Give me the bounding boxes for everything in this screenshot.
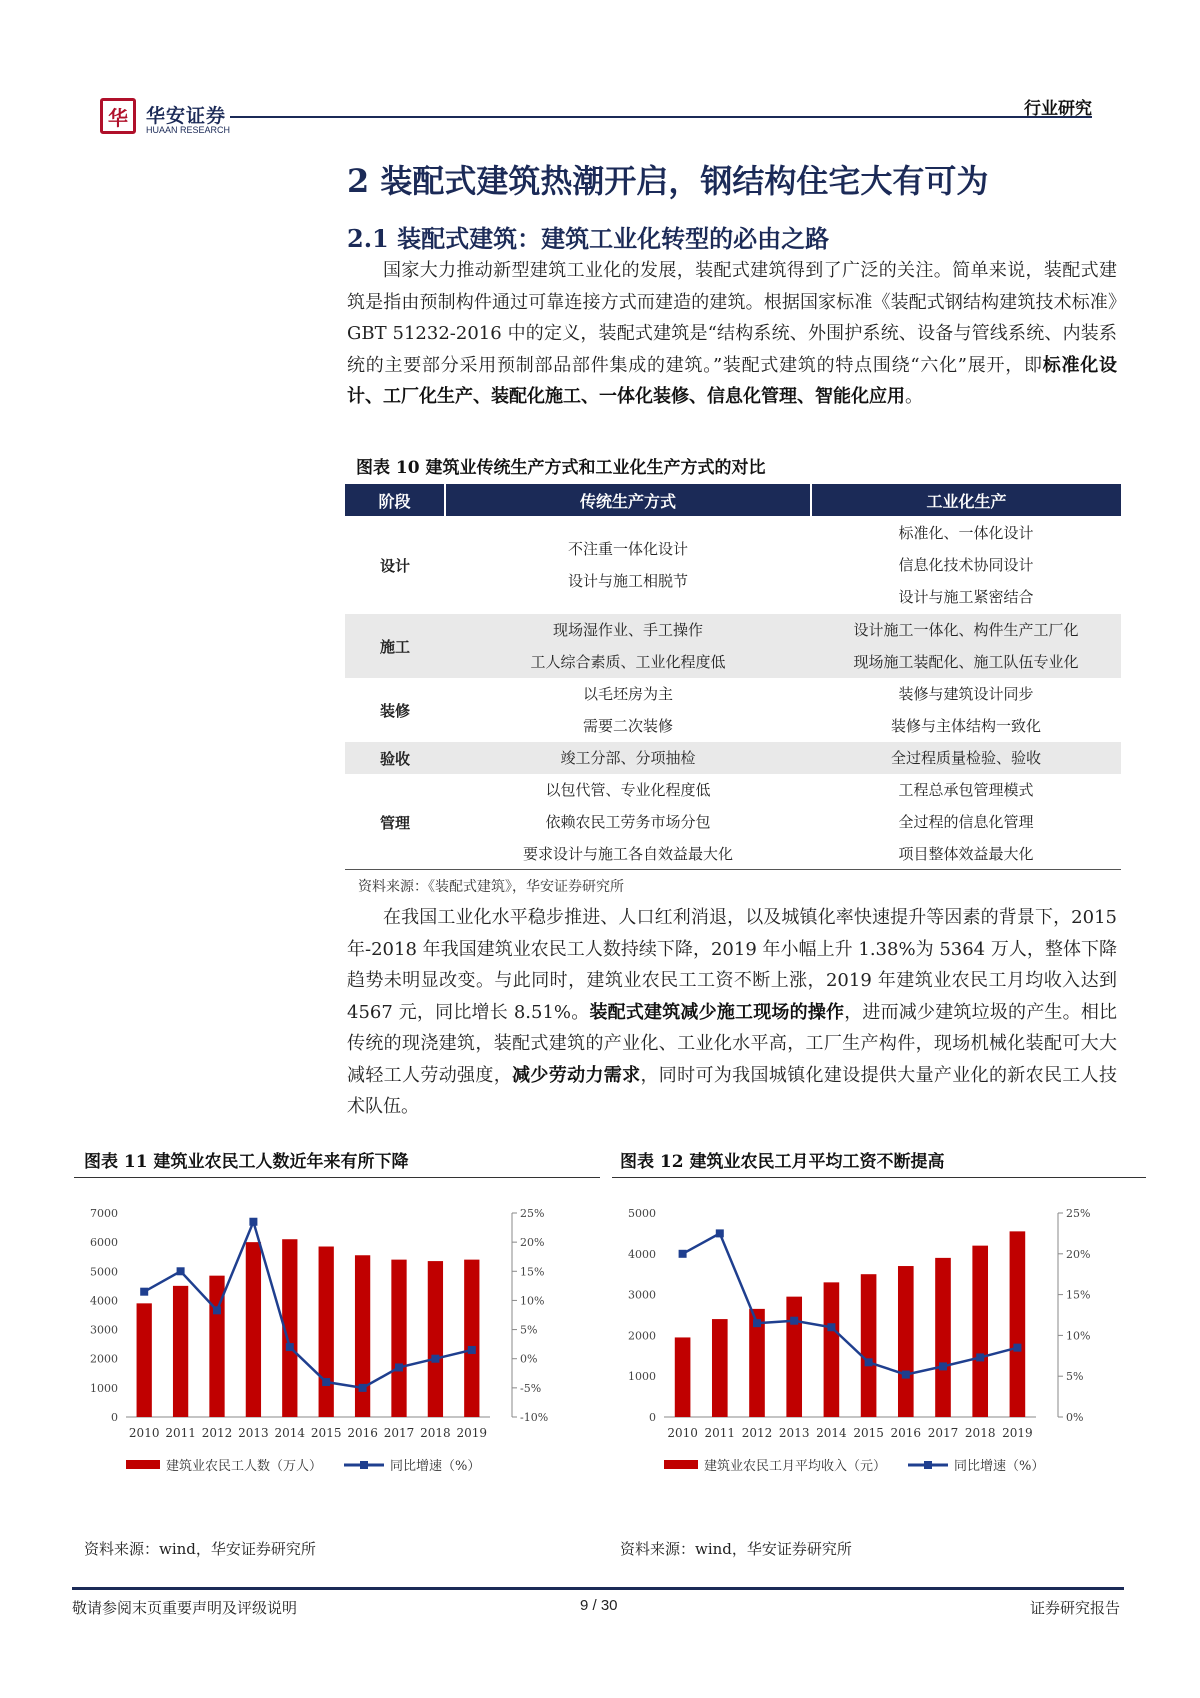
- y2-tick-label: 15%: [1066, 1288, 1091, 1302]
- traditional-cell: [445, 742, 811, 774]
- stage-cell: 管理: [379, 813, 410, 832]
- x-tick-label: 2010: [667, 1426, 698, 1440]
- bar: [824, 1282, 840, 1417]
- cell-line: 现场湿作业、手工操作: [552, 621, 703, 639]
- cell-line: 标准化、一体化设计: [898, 524, 1034, 542]
- cell-line: 以包代管、专业化程度低: [545, 781, 711, 799]
- bar: [861, 1274, 877, 1417]
- bar: [1010, 1231, 1026, 1417]
- section-heading: 2 装配式建筑热潮开启，钢结构住宅大有可为: [347, 162, 989, 200]
- y2-tick-label: 25%: [520, 1207, 545, 1220]
- header-rule: [230, 116, 1092, 118]
- growth-point: [827, 1323, 835, 1331]
- brand-name: 华安证券: [146, 105, 227, 127]
- industry-label: 行业研究: [1024, 99, 1092, 119]
- stage-cell: 验收: [345, 742, 445, 774]
- growth-point: [753, 1319, 761, 1327]
- header-stage: 阶段: [345, 484, 445, 516]
- traditional-cell: [445, 516, 811, 614]
- growth-point: [902, 1371, 910, 1379]
- header-industrial: 工业化生产: [811, 484, 1121, 516]
- chart-wages: [612, 1195, 1146, 1515]
- cell-line: 设计与施工紧密结合: [898, 588, 1034, 606]
- industrial-cell: [811, 516, 1121, 614]
- y2-tick-label: 20%: [1066, 1247, 1091, 1261]
- bar: [712, 1319, 728, 1417]
- y-tick-label: 7000: [90, 1207, 118, 1220]
- legend-line-label: 同比增速（%）: [954, 1459, 1045, 1474]
- bar: [428, 1261, 443, 1417]
- growth-point: [1013, 1344, 1021, 1352]
- header-traditional: 传统生产方式: [445, 484, 811, 516]
- table-10-source: 资料来源：《装配式建筑》，华安证券研究所: [358, 879, 624, 895]
- bar: [319, 1247, 334, 1417]
- body-paragraph: [347, 902, 1117, 1123]
- footer-report-type: 证券研究报告: [1029, 1599, 1120, 1617]
- x-tick-label: 2019: [1002, 1426, 1033, 1440]
- cell-line: 装修与建筑设计同步: [898, 685, 1034, 703]
- table-row: [345, 614, 1121, 678]
- y2-tick-label: 10%: [520, 1294, 545, 1308]
- para1-text: 国家大力推动新型建筑工业化的发展，装配式建筑得到了广泛的关注。简单来说，装配式建筑是指由预制构件通过可靠连接方式而建造的建筑。根据国家标准《装配式钢结构建筑技术标准》GBT 51232-2016 中的定义，装配式建筑是“结构系统、外围护系统、设备与管线系统、内装系统的主要部分采用预制部品部件集成的建筑。”装配式建筑的特点围绕“六化”展开，即: [347, 260, 1117, 376]
- growth-point: [213, 1306, 221, 1314]
- stage-cell: 装修: [379, 701, 410, 720]
- stage-cell: 施工: [345, 614, 445, 678]
- legend-bar-swatch: [664, 1460, 698, 1469]
- growth-point: [177, 1267, 185, 1275]
- y2-tick-label: 10%: [1066, 1329, 1091, 1343]
- industrial-cell: [811, 614, 1121, 678]
- company-logo: [100, 98, 136, 134]
- x-tick-label: 2016: [890, 1426, 922, 1440]
- growth-point: [939, 1362, 947, 1370]
- y-tick-label: 5000: [628, 1207, 656, 1220]
- y-tick-label: 4000: [628, 1247, 656, 1261]
- y2-tick-label: -10%: [520, 1411, 549, 1424]
- y-tick-label: 6000: [90, 1236, 118, 1250]
- growth-line: [144, 1222, 472, 1388]
- x-tick-label: 2015: [853, 1426, 884, 1440]
- brand-name-english: HUAAN RESEARCH: [146, 125, 231, 135]
- y2-tick-label: 15%: [520, 1265, 545, 1279]
- x-tick-label: 2013: [238, 1426, 269, 1440]
- cell-line: 工人综合素质、工业化程度低: [530, 653, 726, 671]
- industrial-cell: [811, 678, 1121, 742]
- growth-point: [976, 1353, 984, 1361]
- footer-disclaimer: 敬请参阅末页重要声明及评级说明: [72, 1599, 298, 1617]
- bar: [137, 1303, 152, 1417]
- growth-point: [716, 1229, 724, 1237]
- cell-line: 设计施工一体化、构件生产工厂化: [853, 621, 1079, 639]
- para2-text: 在我国工业化水平稳步推进、人口红利消退，以及城镇化率快速提升等因素的背景下，2015 年-2018 年我国建筑业农民工人数持续下降，2019 年小幅上升 1.38%为 5364 万人，整体下降趋势未明显改变。与此同时，建筑业农民工工资不断上涨，2019 年建筑业农民工月均收入达到 4567 元，同比增长 8.51%。: [347, 907, 1117, 1023]
- legend-line-label: 同比增速（%）: [390, 1459, 481, 1474]
- footer-rule: [72, 1587, 1124, 1590]
- table-header-row: [345, 484, 1121, 516]
- legend-bar-swatch: [126, 1460, 160, 1469]
- x-tick-label: 2019: [456, 1426, 488, 1440]
- para2-mid: ，进而减少建筑垃圾的产生。相比传统的现浇建筑，装配式建筑的产业化、工业化水平高，工厂生产构件，现场机械化装配可大大减轻工人劳动强度，: [347, 1001, 1118, 1086]
- y-tick-label: 0: [111, 1411, 118, 1424]
- cell-line: 项目整体效益最大化: [898, 845, 1034, 863]
- figure-12-source: 资料来源：wind，华安证券研究所: [620, 1540, 852, 1558]
- figure-12-rule: [612, 1177, 1146, 1178]
- y-tick-label: 3000: [90, 1323, 118, 1337]
- page-number: 9 / 30: [580, 1597, 618, 1614]
- figure-11-source: 资料来源：wind，华安证券研究所: [84, 1540, 316, 1558]
- para2-bold-2: 减少劳动力需求: [512, 1064, 641, 1086]
- para2-end: ，同时可为我国城镇化建设提供大量产业化的新农民工人技术队伍。: [347, 1064, 1118, 1117]
- cell-line: 工程总承包管理模式: [898, 781, 1034, 799]
- table-row: [345, 742, 1121, 774]
- para1-end: 。: [905, 386, 923, 407]
- cell-line: 要求设计与施工各自效益最大化: [522, 845, 733, 863]
- x-tick-label: 2012: [201, 1426, 233, 1440]
- cell-line: 信息化技术协同设计: [898, 556, 1034, 574]
- x-tick-label: 2016: [347, 1426, 378, 1440]
- bar: [355, 1255, 370, 1417]
- growth-point: [431, 1355, 439, 1363]
- y2-tick-label: -5%: [520, 1381, 542, 1395]
- growth-point: [865, 1358, 873, 1366]
- para1-bold: 标准化设计、工厂化生产、装配化施工、一体化装修、信息化管理、智能化应用: [347, 354, 1118, 407]
- growth-point: [359, 1384, 367, 1392]
- y2-tick-label: 5%: [1066, 1370, 1084, 1384]
- figure-11-title: 图表 11 建筑业农民工人数近年来有所下降: [84, 1152, 409, 1172]
- growth-point: [790, 1317, 798, 1325]
- growth-point: [286, 1343, 294, 1351]
- figure-11-rule: [74, 1177, 600, 1178]
- table-row: [345, 516, 1121, 614]
- cell-line: 依赖农民工劳务市场分包: [545, 813, 711, 831]
- traditional-cell: [445, 614, 811, 678]
- bar: [786, 1297, 802, 1417]
- growth-point: [249, 1218, 257, 1226]
- cell-line: 全过程质量检验、验收: [890, 749, 1041, 767]
- cell-line: 竣工分部、分项抽检: [560, 749, 696, 767]
- cell-line: 不注重一体化设计: [567, 540, 688, 558]
- cell-line: 现场施工装配化、施工队伍专业化: [853, 653, 1079, 671]
- y2-tick-label: 25%: [1066, 1207, 1091, 1220]
- y-tick-label: 1000: [90, 1381, 118, 1395]
- y2-tick-label: 20%: [520, 1236, 545, 1250]
- traditional-cell: [445, 678, 811, 742]
- legend-bar-label: 建筑业农民工人数（万人）: [166, 1459, 323, 1474]
- growth-point: [679, 1250, 687, 1258]
- x-tick-label: 2017: [927, 1426, 959, 1440]
- bar: [391, 1260, 406, 1417]
- intro-paragraph: [347, 255, 1117, 413]
- growth-point: [322, 1378, 330, 1386]
- x-tick-label: 2014: [816, 1426, 847, 1440]
- y2-tick-label: 5%: [520, 1323, 538, 1337]
- table-10-title: 图表 10 建筑业传统生产方式和工业化生产方式的对比: [356, 458, 766, 478]
- bar: [173, 1286, 188, 1417]
- industrial-cell: [811, 774, 1121, 870]
- table-row: [345, 678, 1121, 742]
- bar: [898, 1266, 914, 1417]
- x-tick-label: 2010: [128, 1426, 160, 1440]
- legend-line-marker: [924, 1461, 932, 1469]
- logo-glyph: 华: [108, 105, 128, 130]
- y-tick-label: 2000: [90, 1352, 118, 1366]
- x-tick-label: 2015: [310, 1426, 342, 1440]
- x-tick-label: 2018: [964, 1426, 996, 1440]
- cell-line: 全过程的信息化管理: [898, 813, 1034, 831]
- table-bottom-rule: [345, 869, 1121, 870]
- comparison-table: [345, 484, 1121, 870]
- bar: [972, 1246, 988, 1417]
- x-tick-label: 2011: [165, 1426, 196, 1440]
- y-tick-label: 4000: [90, 1294, 118, 1308]
- para2-bold-1: 装配式建筑减少施工现场的操作: [589, 1001, 845, 1023]
- y2-tick-label: 0%: [1066, 1411, 1084, 1424]
- cell-line: 需要二次装修: [582, 717, 673, 735]
- table-row: [345, 774, 1121, 870]
- x-tick-label: 2012: [741, 1426, 773, 1440]
- cell-line: 以毛坯房为主: [582, 685, 673, 703]
- bar: [246, 1242, 261, 1417]
- growth-point: [140, 1288, 148, 1296]
- y-tick-label: 5000: [90, 1265, 118, 1279]
- cell-line: 装修与主体结构一致化: [890, 717, 1041, 735]
- industrial-cell: [811, 742, 1121, 774]
- growth-point: [468, 1346, 476, 1354]
- traditional-cell: [445, 774, 811, 870]
- y-tick-label: 0: [649, 1411, 656, 1424]
- y-tick-label: 3000: [628, 1288, 656, 1302]
- stage-cell: 设计: [379, 556, 410, 575]
- x-tick-label: 2017: [383, 1426, 415, 1440]
- legend-bar-label: 建筑业农民工月平均收入（元）: [704, 1459, 887, 1474]
- subsection-heading: 2.1 装配式建筑：建筑工业化转型的必由之路: [347, 224, 830, 253]
- x-tick-label: 2013: [778, 1426, 810, 1440]
- growth-line: [683, 1233, 1018, 1374]
- bar: [464, 1260, 479, 1417]
- x-tick-label: 2018: [420, 1426, 451, 1440]
- figure-12-title: 图表 12 建筑业农民工月平均工资不断提高: [620, 1152, 945, 1172]
- y-tick-label: 1000: [628, 1370, 656, 1384]
- bar: [935, 1258, 951, 1417]
- x-tick-label: 2014: [274, 1426, 306, 1440]
- y-tick-label: 2000: [628, 1329, 656, 1343]
- y2-tick-label: 0%: [520, 1352, 538, 1366]
- growth-point: [395, 1363, 403, 1371]
- chart-workers: [74, 1195, 600, 1515]
- x-tick-label: 2011: [704, 1426, 736, 1440]
- bar: [675, 1337, 691, 1417]
- cell-line: 设计与施工相脱节: [567, 572, 688, 590]
- legend-line-marker: [360, 1461, 368, 1469]
